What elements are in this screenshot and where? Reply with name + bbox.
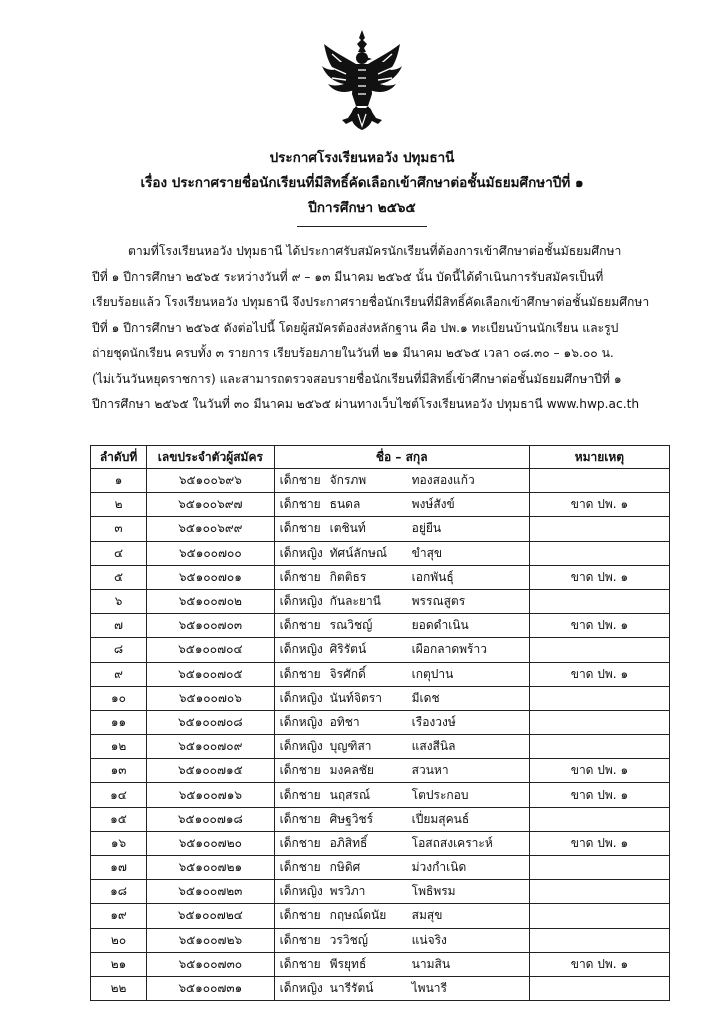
- name-prefix: เด็กหญิง: [279, 714, 323, 729]
- row-applicant-id: ๖๕๑๐๐๖๙๙: [147, 517, 275, 541]
- name-prefix: เด็กชาย: [279, 787, 321, 802]
- header-order: ลำดับที่: [91, 446, 147, 469]
- row-order: ๙: [91, 662, 147, 686]
- name-prefix: เด็กหญิง: [279, 690, 323, 705]
- name-prefix: เด็กชาย: [279, 932, 321, 947]
- first-name: เตชินท์: [329, 521, 366, 536]
- first-name: วรวิชญ์: [329, 932, 368, 947]
- table-row: [91, 928, 670, 952]
- first-name: นันท์จิตรา: [329, 690, 382, 705]
- row-full-name: [274, 565, 529, 589]
- row-full-name: [274, 589, 529, 613]
- row-remark: [529, 589, 669, 613]
- last-name: นามสิน: [411, 956, 451, 971]
- row-full-name: [274, 662, 529, 686]
- first-name: จิรศักดิ์: [329, 666, 366, 681]
- body-line: ปีที่ ๑ ปีการศึกษา ๒๕๖๕ ดังต่อไปนี้ โดยผู้สมัครต้องส่งหลักฐาน คือ ปพ.๑ ทะเบียนบ้านนักเรียน และรูป: [92, 320, 619, 335]
- row-full-name: [274, 928, 529, 952]
- row-full-name: [274, 614, 529, 638]
- row-applicant-id: ๖๕๑๐๐๗๒๑: [147, 856, 275, 880]
- name-prefix: เด็กชาย: [279, 835, 321, 850]
- table-row: [91, 880, 670, 904]
- row-full-name: [274, 541, 529, 565]
- row-applicant-id: ๖๕๑๐๐๗๐๓: [147, 614, 275, 638]
- table-row: [91, 614, 670, 638]
- first-name: ศิษฐวิชร์: [329, 811, 374, 826]
- row-applicant-id: ๖๕๑๐๐๗๒๖: [147, 928, 275, 952]
- row-applicant-id: ๖๕๑๐๐๗๐๖: [147, 686, 275, 710]
- name-prefix: เด็กชาย: [279, 763, 321, 778]
- heading-underline: [297, 226, 427, 227]
- first-name: อทิชา: [329, 714, 360, 729]
- row-full-name: [274, 710, 529, 734]
- name-prefix: เด็กชาย: [279, 908, 321, 923]
- table-row: [91, 831, 670, 855]
- row-remark: [529, 807, 669, 831]
- row-remark: ขาด ปพ. ๑: [529, 565, 669, 589]
- row-remark: ขาด ปพ. ๑: [529, 759, 669, 783]
- last-name: เผือกลาดพร้าว: [411, 642, 487, 657]
- row-order: ๑๕: [91, 807, 147, 831]
- first-name: นารีรัตน์: [329, 981, 374, 996]
- first-name: กันละยานี: [329, 594, 381, 609]
- name-prefix: เด็กชาย: [279, 666, 321, 681]
- row-full-name: [274, 952, 529, 976]
- table-row: [91, 952, 670, 976]
- name-prefix: เด็กชาย: [279, 473, 321, 488]
- first-name: รณวิชญ์: [329, 618, 373, 633]
- last-name: ขำสุข: [411, 545, 443, 560]
- row-remark: [529, 976, 669, 1000]
- first-name: ธนดล: [329, 497, 361, 512]
- row-order: ๑๒: [91, 735, 147, 759]
- table-row: [91, 565, 670, 589]
- last-name: พรรณสูตร: [411, 594, 466, 609]
- row-applicant-id: ๖๕๑๐๐๗๒๓: [147, 880, 275, 904]
- row-applicant-id: ๖๕๑๐๐๗๐๒: [147, 589, 275, 613]
- row-remark: [529, 880, 669, 904]
- table-body: [91, 469, 670, 1001]
- row-full-name: [274, 831, 529, 855]
- body-line: ปีการศึกษา ๒๕๖๕ ในวันที่ ๓๐ มีนาคม ๒๕๖๕ ผ่านทางเว็บไซต์โรงเรียนหอวัง ปทุมธานี www.hwp.ac.th: [92, 397, 640, 411]
- row-remark: ขาด ปพ. ๑: [529, 783, 669, 807]
- row-order: ๓: [91, 517, 147, 541]
- name-prefix: เด็กชาย: [279, 811, 321, 826]
- row-applicant-id: ๖๕๑๐๐๗๑๕: [147, 759, 275, 783]
- name-prefix: เด็กหญิง: [279, 884, 323, 899]
- row-order: ๑๑: [91, 710, 147, 734]
- row-order: ๒๒: [91, 976, 147, 1000]
- body-line: เรียบร้อยแล้ว โรงเรียนหอวัง ปทุมธานี จึงประกาศรายชื่อนักเรียนที่มีสิทธิ์คัดเลือกเข้าศึกษาต่อชั้นมัธยมศึกษา: [92, 295, 650, 309]
- last-name: โตประกอบ: [411, 787, 469, 802]
- first-name: พีรยุทธ์: [329, 956, 367, 971]
- row-order: ๑๖: [91, 831, 147, 855]
- first-name: นฤสรณ์: [329, 787, 371, 802]
- last-name: ยอดดำเนิน: [411, 618, 469, 633]
- table-header-row: [91, 446, 670, 469]
- first-name: จักรภพ: [329, 473, 367, 488]
- row-order: ๗: [91, 614, 147, 638]
- row-full-name: [274, 976, 529, 1000]
- table-row: [91, 662, 670, 686]
- row-full-name: [274, 638, 529, 662]
- table-row: [91, 469, 670, 493]
- name-prefix: เด็กชาย: [279, 860, 321, 875]
- row-order: ๑๔: [91, 783, 147, 807]
- row-applicant-id: ๖๕๑๐๐๗๒๐: [147, 831, 275, 855]
- name-prefix: เด็กหญิง: [279, 981, 323, 996]
- row-remark: [529, 686, 669, 710]
- name-prefix: เด็กหญิง: [279, 545, 323, 560]
- announcement-subject: เรื่อง ประกาศรายชื่อนักเรียนที่มีสิทธิ์คัดเลือกเข้าศึกษาต่อชั้นมัธยมศึกษาปีที่ ๑: [140, 175, 584, 191]
- body-line: ตามที่โรงเรียนหอวัง ปทุมธานี ได้ประกาศรับสมัครนักเรียนที่ต้องการเข้าศึกษาต่อชั้นมัธยมศึกษา: [128, 244, 622, 258]
- row-applicant-id: ๖๕๑๐๐๗๐๔: [147, 638, 275, 662]
- table-row: [91, 807, 670, 831]
- row-applicant-id: ๖๕๑๐๐๗๐๘: [147, 710, 275, 734]
- name-prefix: เด็กชาย: [279, 618, 321, 633]
- table-row: [91, 589, 670, 613]
- first-name: กิตติธร: [329, 569, 367, 584]
- last-name: อยู่ยืน: [411, 521, 442, 536]
- row-remark: [529, 638, 669, 662]
- name-prefix: เด็กหญิง: [279, 739, 323, 754]
- row-order: ๒๑: [91, 952, 147, 976]
- table-row: [91, 904, 670, 928]
- row-order: ๕: [91, 565, 147, 589]
- academic-year: ปีการศึกษา ๒๕๖๕: [308, 200, 416, 216]
- row-remark: [529, 856, 669, 880]
- table-row: [91, 735, 670, 759]
- last-name: โพธิพรม: [411, 884, 456, 899]
- body-line: (ไม่เว้นวันหยุดราชการ) และสามารถตรวจสอบรายชื่อนักเรียนที่มีสิทธิ์เข้าศึกษาต่อชั้นมัธยมศึกษาปีที่ ๑: [92, 371, 622, 386]
- row-full-name: [274, 904, 529, 928]
- last-name: พงษ์สังข์: [411, 497, 455, 512]
- row-full-name: [274, 493, 529, 517]
- first-name: กฤษณ์ดนัย: [329, 908, 387, 923]
- last-name: เรืองวงษ์: [411, 714, 456, 729]
- row-applicant-id: ๖๕๑๐๐๗๑๘: [147, 807, 275, 831]
- row-remark: [529, 904, 669, 928]
- row-order: ๖: [91, 589, 147, 613]
- row-order: ๑๗: [91, 856, 147, 880]
- name-prefix: เด็กชาย: [279, 569, 321, 584]
- row-remark: [529, 517, 669, 541]
- row-applicant-id: ๖๕๑๐๐๗๐๕: [147, 662, 275, 686]
- row-remark: ขาด ปพ. ๑: [529, 831, 669, 855]
- row-applicant-id: ๖๕๑๐๐๗๒๔: [147, 904, 275, 928]
- name-prefix: เด็กหญิง: [279, 642, 323, 657]
- row-full-name: [274, 856, 529, 880]
- row-applicant-id: ๖๕๑๐๐๖๙๗: [147, 493, 275, 517]
- name-prefix: เด็กชาย: [279, 956, 321, 971]
- row-remark: [529, 710, 669, 734]
- header-full-name: ชื่อ – สกุล: [274, 446, 529, 469]
- last-name: สวนหา: [411, 763, 449, 778]
- table-row: [91, 856, 670, 880]
- last-name: ไพนารี: [411, 981, 447, 996]
- first-name: อภิสิทธิ์: [329, 835, 368, 850]
- first-name: กษิดิศ: [329, 860, 361, 875]
- first-name: พรวิภา: [329, 884, 366, 899]
- last-name: โอสถสงเคราะห์: [411, 835, 493, 850]
- table-row: [91, 517, 670, 541]
- row-remark: ขาด ปพ. ๑: [529, 662, 669, 686]
- table-row: [91, 638, 670, 662]
- first-name: บุญฑิสา: [329, 739, 372, 754]
- row-applicant-id: ๖๕๑๐๐๗๐๐: [147, 541, 275, 565]
- row-order: ๑๓: [91, 759, 147, 783]
- name-prefix: เด็กชาย: [279, 521, 321, 536]
- name-prefix: เด็กหญิง: [279, 594, 323, 609]
- row-applicant-id: ๖๕๑๐๐๗๓๐: [147, 952, 275, 976]
- row-order: ๑๙: [91, 904, 147, 928]
- last-name: เอกพันธุ์: [411, 569, 454, 584]
- row-full-name: [274, 469, 529, 493]
- last-name: แน่จริง: [411, 932, 447, 947]
- row-remark: ขาด ปพ. ๑: [529, 614, 669, 638]
- table-row: [91, 759, 670, 783]
- header-applicant-id: เลขประจำตัวผู้สมัคร: [147, 446, 275, 469]
- candidate-table: [90, 445, 670, 1001]
- row-remark: ขาด ปพ. ๑: [529, 952, 669, 976]
- last-name: แสงสีนิล: [411, 739, 456, 754]
- row-order: ๘: [91, 638, 147, 662]
- row-full-name: [274, 807, 529, 831]
- row-full-name: [274, 880, 529, 904]
- table-row: [91, 686, 670, 710]
- table-row: [91, 493, 670, 517]
- name-prefix: เด็กชาย: [279, 497, 321, 512]
- last-name: มีเดช: [411, 690, 440, 705]
- row-remark: [529, 469, 669, 493]
- header-remark: หมายเหตุ: [529, 446, 669, 469]
- row-remark: ขาด ปพ. ๑: [529, 493, 669, 517]
- table-row: [91, 710, 670, 734]
- last-name: เปี่ยมสุคนธ์: [411, 811, 470, 826]
- row-order: ๑๘: [91, 880, 147, 904]
- row-remark: [529, 541, 669, 565]
- garuda-emblem-icon: [318, 28, 406, 132]
- body-line: ปีที่ ๑ ปีการศึกษา ๒๕๖๕ ระหว่างวันที่ ๙ – ๑๓ มีนาคม ๒๕๖๕ นั้น บัดนี้ได้ดำเนินการรับสมัครเป็นที่: [92, 269, 604, 284]
- row-order: ๑๐: [91, 686, 147, 710]
- row-full-name: [274, 686, 529, 710]
- row-remark: [529, 735, 669, 759]
- first-name: ทัศน์ลักษณ์: [329, 545, 388, 560]
- table-row: [91, 783, 670, 807]
- row-full-name: [274, 517, 529, 541]
- row-order: ๒๐: [91, 928, 147, 952]
- first-name: ศิริรัตน์: [329, 642, 367, 657]
- row-full-name: [274, 735, 529, 759]
- row-applicant-id: ๖๕๑๐๐๗๓๑: [147, 976, 275, 1000]
- last-name: สมสุข: [411, 908, 443, 923]
- row-applicant-id: ๖๕๑๐๐๗๐๑: [147, 565, 275, 589]
- row-remark: [529, 928, 669, 952]
- last-name: ทองสองแก้ว: [411, 473, 475, 488]
- announcement-title: ประกาศโรงเรียนหอวัง ปทุมธานี: [269, 150, 455, 166]
- row-applicant-id: ๖๕๑๐๐๗๐๙: [147, 735, 275, 759]
- row-order: ๑: [91, 469, 147, 493]
- last-name: ม่วงกำเนิด: [411, 860, 467, 875]
- table-row: [91, 541, 670, 565]
- row-order: ๒: [91, 493, 147, 517]
- row-applicant-id: ๖๕๑๐๐๖๙๖: [147, 469, 275, 493]
- first-name: มงคลชัย: [329, 763, 374, 778]
- announcement-body: [92, 239, 674, 418]
- row-full-name: [274, 759, 529, 783]
- row-full-name: [274, 783, 529, 807]
- last-name: เกตุปาน: [411, 666, 454, 681]
- table-row: [91, 976, 670, 1000]
- body-line: ถ่ายชุดนักเรียน ครบทั้ง ๓ รายการ เรียบร้อยภายในวันที่ ๒๑ มีนาคม ๒๕๖๕ เวลา ๐๘.๓๐ – ๑๖.๐๐ น.: [92, 346, 614, 360]
- row-order: ๔: [91, 541, 147, 565]
- row-applicant-id: ๖๕๑๐๐๗๑๖: [147, 783, 275, 807]
